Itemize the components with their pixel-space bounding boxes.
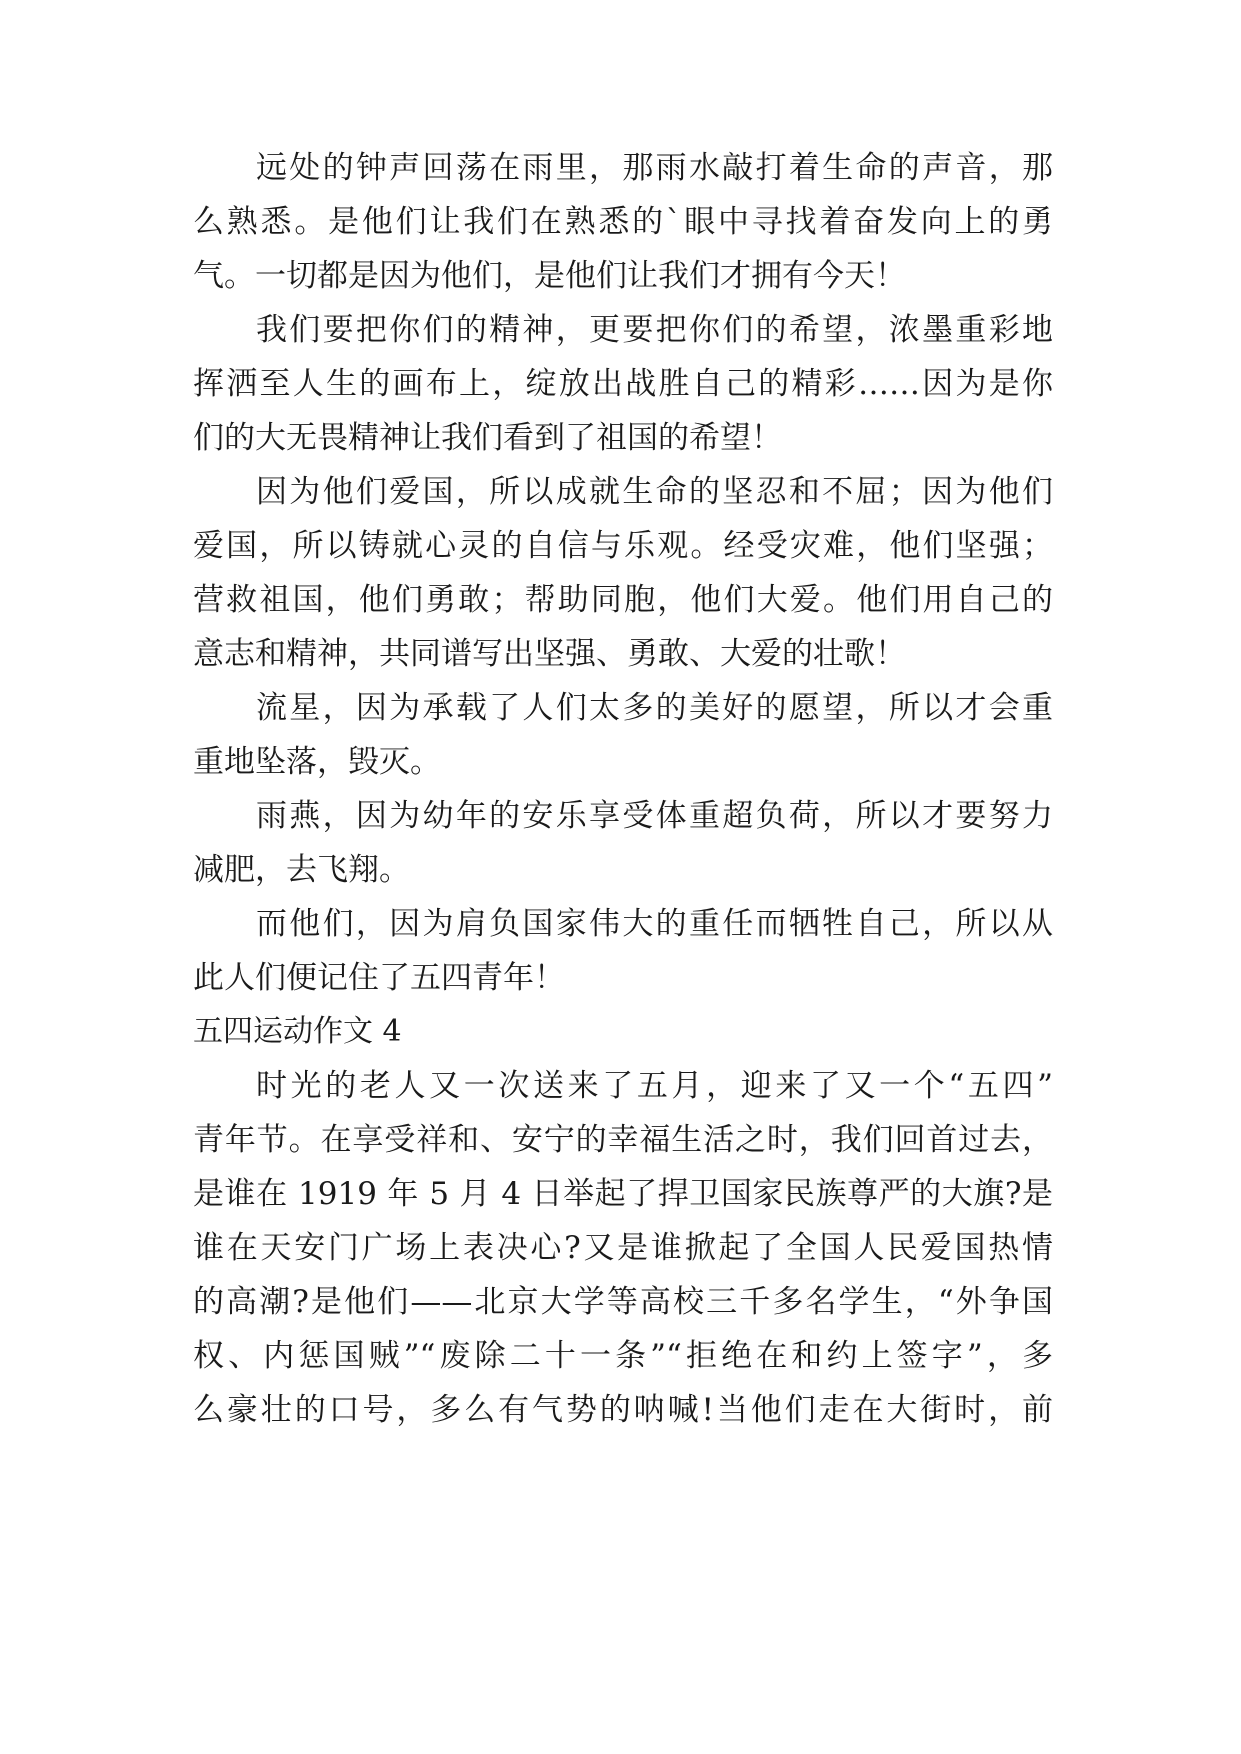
paragraph-line: 远处的钟声回荡在雨里，那雨水敲打着生命的声音，那 — [256, 150, 1053, 186]
paragraph-line: 爱国，所以铸就心灵的自信与乐观。经受灾难，他们坚强； — [193, 528, 1053, 564]
paragraph-line: 因为他们爱国，所以成就生命的坚忍和不屈；因为他们 — [256, 474, 1053, 510]
paragraph-line: 的高潮?是他们——北京大学等高校三千多名学生，“外争国 — [193, 1284, 1053, 1320]
paragraph-line: 而他们，因为肩负国家伟大的重任而牺牲自己，所以从 — [256, 906, 1053, 942]
paragraph-line: 重地坠落，毁灭。 — [193, 744, 441, 780]
paragraph-line: 青年节。在享受祥和、安宁的幸福生活之时，我们回首过去， — [193, 1122, 1053, 1158]
paragraph-line: 么豪壮的口号，多么有气势的呐喊!当他们走在大街时，前 — [193, 1392, 1053, 1428]
paragraph-line: 么熟悉。是他们让我们在熟悉的`眼中寻找着奋发向上的勇 — [193, 204, 1053, 240]
paragraph-line: 营救祖国，他们勇敢；帮助同胞，他们大爱。他们用自己的 — [193, 582, 1053, 618]
paragraph-line: 谁在天安门广场上表决心?又是谁掀起了全国人民爱国热情 — [193, 1230, 1053, 1266]
paragraph-line: 权、内惩国贼”“废除二十一条”“拒绝在和约上签字”，多 — [193, 1338, 1053, 1374]
paragraph-line: 流星，因为承载了人们太多的美好的愿望，所以才会重 — [256, 690, 1053, 726]
paragraph-line: 意志和精神，共同谱写出坚强、勇敢、大爱的壮歌！ — [193, 636, 906, 672]
section-heading: 五四运动作文 4 — [193, 1014, 402, 1049]
paragraph-line: 雨燕，因为幼年的安乐享受体重超负荷，所以才要努力 — [256, 798, 1053, 834]
paragraph-line: 此人们便记住了五四青年！ — [193, 960, 565, 996]
paragraph-line: 们的大无畏精神让我们看到了祖国的希望！ — [193, 420, 782, 456]
paragraph-line: 是谁在 1919 年 5 月 4 日举起了捍卫国家民族尊严的大旗?是 — [193, 1176, 1053, 1212]
paragraph-line: 我们要把你们的精神，更要把你们的希望，浓墨重彩地 — [256, 312, 1053, 348]
paragraph-line: 气。一切都是因为他们，是他们让我们才拥有今天！ — [193, 258, 906, 294]
paragraph-line: 时光的老人又一次送来了五月，迎来了又一个“五四” — [256, 1068, 1053, 1104]
paragraph-line: 减肥，去飞翔。 — [193, 852, 410, 888]
paragraph-line: 挥洒至人生的画布上，绽放出战胜自己的精彩……因为是你 — [193, 366, 1053, 402]
